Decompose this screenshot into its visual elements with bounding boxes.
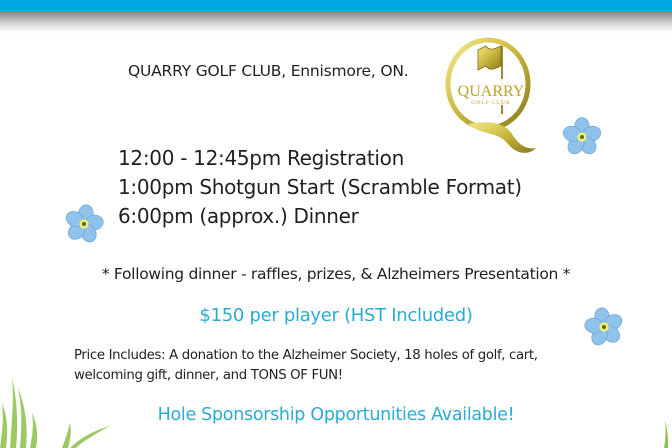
venue-text: QUARRY GOLF CLUB, Ennismore, ON.	[128, 62, 409, 80]
price-includes-line-1: Price Includes: A donation to the Alzheimer Society, 18 holes of golf, cart,	[74, 348, 538, 363]
price-includes-text	[74, 346, 614, 386]
banner-shadow	[0, 11, 672, 33]
logo-name: QUARRY	[457, 83, 525, 100]
following-dinner-text: * Following dinner - raffles, prizes, & Alzheimers Presentation *	[101, 265, 571, 283]
top-banner	[0, 0, 672, 11]
schedule-item-dinner: 6:00pm (approx.) Dinner	[118, 204, 359, 228]
grass-icon	[0, 378, 150, 448]
price-includes-line-2: welcoming gift, dinner, and TONS OF FUN!	[74, 368, 343, 383]
quarry-golf-club-logo	[438, 36, 538, 158]
logo-subtitle: GOLF CLUB	[471, 100, 511, 106]
forget-me-not-flower-icon	[61, 201, 107, 247]
sponsorship-text: Hole Sponsorship Opportunities Available!	[157, 405, 515, 425]
forget-me-not-flower-icon	[581, 304, 627, 350]
price-text: $150 per player (HST Included)	[199, 305, 473, 326]
schedule-list	[118, 144, 522, 231]
grass-icon	[660, 420, 672, 448]
schedule-item-shotgun-start: 1:00pm Shotgun Start (Scramble Format)	[118, 175, 522, 199]
forget-me-not-flower-icon	[559, 114, 605, 160]
schedule-item-registration: 12:00 - 12:45pm Registration	[118, 146, 404, 170]
